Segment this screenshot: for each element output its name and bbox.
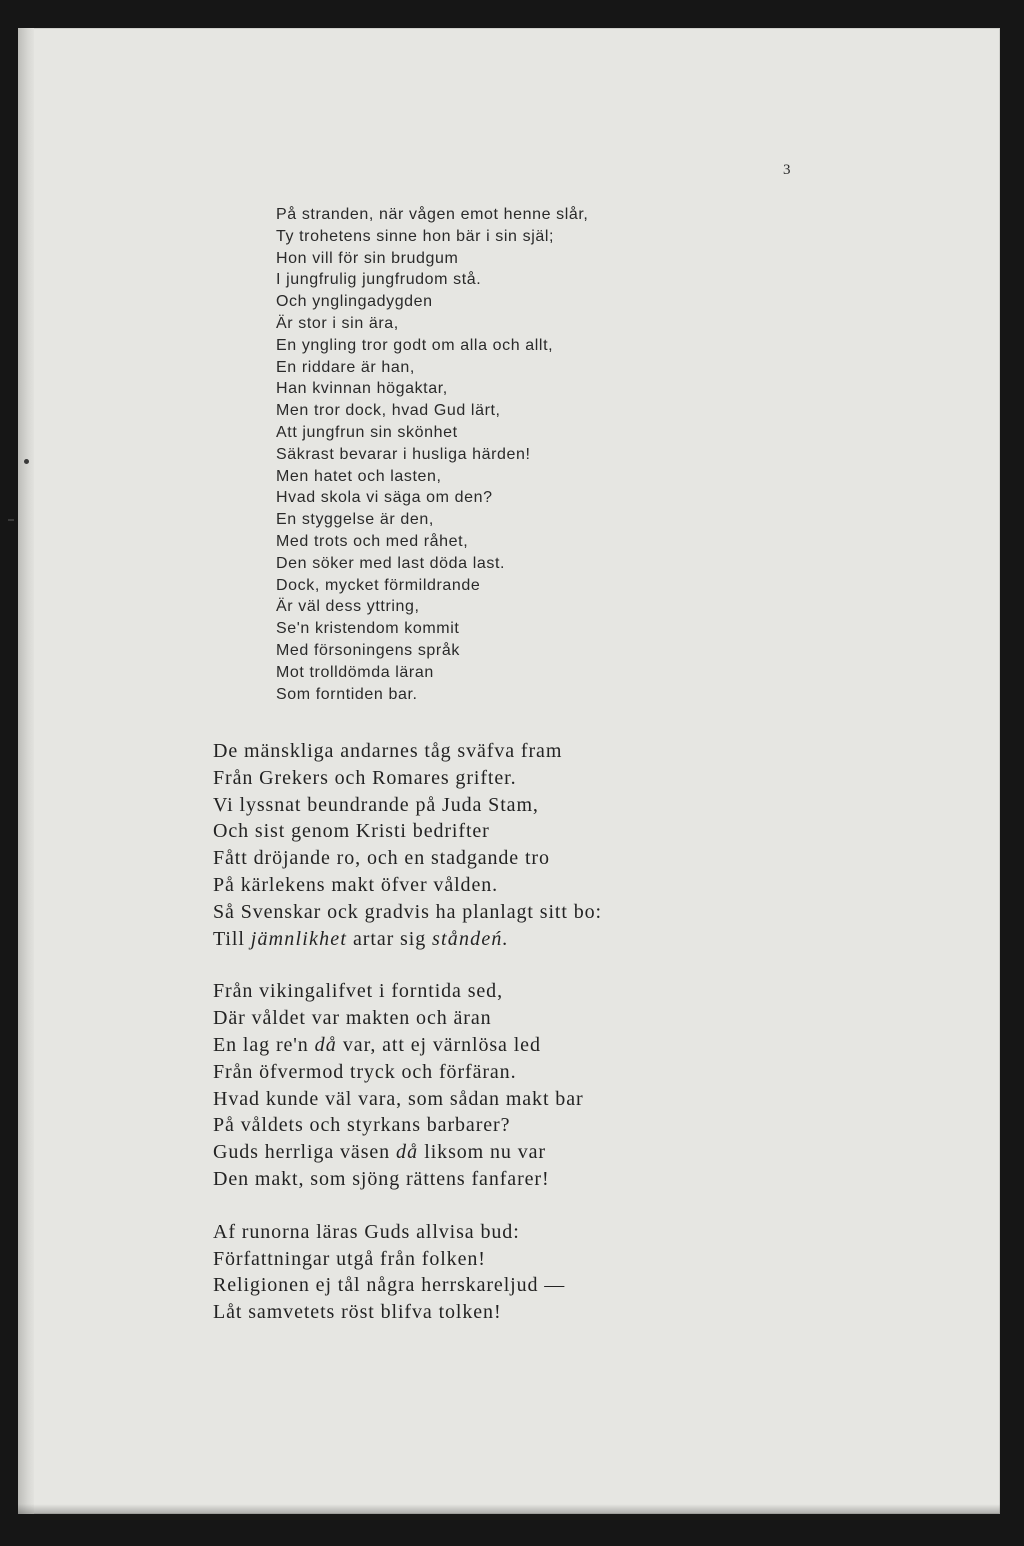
poem-line: Religionen ej tål några herrskareljud —: [213, 1274, 566, 1297]
emphasized-word: jämnlikhet: [250, 927, 348, 950]
page-bottom-shadow: [18, 1504, 1000, 1514]
stanza-3: [213, 1219, 602, 1326]
poem-line: Den söker med last döda last.: [276, 554, 506, 572]
line-text: En lag re'n: [213, 1033, 315, 1056]
poem-line: Mot trolldömda läran: [276, 663, 434, 681]
poem-line: På våldets och styrkans barbarer?: [213, 1114, 511, 1137]
poem-line: Att jungfrun sin skönhet: [276, 423, 458, 441]
poem-line: Låt samvetets röst blifva tolken!: [213, 1301, 502, 1324]
poem-line: Från öfvermod tryck och förfäran.: [213, 1060, 517, 1083]
poem-line: En yngling tror godt om alla och allt,: [276, 336, 554, 354]
poem-line: Hvad kunde väl vara, som sådan makt bar: [213, 1087, 584, 1110]
margin-dot-mark: [24, 459, 29, 464]
poem-line: Af runorna läras Guds allvisa bud:: [213, 1220, 520, 1243]
poem-line: Är väl dess yttring,: [276, 598, 420, 616]
poem-line: Är stor i sin ära,: [276, 314, 399, 332]
line-text: var, att ej värnlösa led: [337, 1033, 541, 1056]
line-text: Till: [213, 927, 251, 950]
poem-line: Men tror dock, hvad Gud lärt,: [276, 402, 501, 420]
poem-line: Från Grekers och Romares grifter.: [213, 766, 517, 789]
poem-line: De mänskliga andarnes tåg sväfva fram: [213, 740, 563, 762]
page-number: 3: [783, 162, 791, 178]
poem-large-verse: [213, 738, 602, 1326]
margin-tick-mark: [8, 519, 14, 521]
poem-line: Ty trohetens sinne hon bär i sin själ;: [276, 227, 555, 245]
poem-small-verse: [276, 204, 588, 705]
emphasized-word: då: [395, 1141, 419, 1164]
poem-line: [213, 1139, 602, 1166]
stanza-1: [213, 738, 602, 952]
stanza-gap: [213, 952, 602, 978]
poem-line: [213, 926, 602, 953]
poem-line: Från vikingalifvet i forntida sed,: [213, 980, 503, 1003]
poem-line: I jungfrulig jungfrudom stå.: [276, 271, 482, 289]
stanza-gap: [213, 1193, 602, 1219]
emphasized-word: då: [314, 1033, 337, 1056]
line-text: liksom nu var: [418, 1141, 546, 1164]
poem-line: Så Svenskar ock gradvis ha planlagt sitt bo:: [213, 900, 602, 923]
poem-line: Där våldet var makten och äran: [213, 1007, 492, 1030]
poem-line: Med trots och med råhet,: [276, 532, 469, 550]
poem-line: Som forntiden bar.: [276, 685, 418, 703]
poem-line: Den makt, som sjöng rättens fanfarer!: [213, 1167, 550, 1190]
poem-line: Han kvinnan högaktar,: [276, 380, 448, 398]
emphasized-word: ståndeń.: [432, 927, 509, 950]
page-gutter: [18, 28, 34, 1514]
poem-line: En styggelse är den,: [276, 511, 434, 529]
poem-line: [213, 1032, 602, 1059]
stanza-2: [213, 978, 602, 1192]
poem-line: Säkrast bevarar i husliga härden!: [276, 445, 531, 463]
poem-line: På kärlekens makt öfver vålden.: [213, 873, 499, 896]
poem-line: Fått dröjande ro, och en stadgande tro: [213, 847, 550, 870]
poem-line: Se'n kristendom kommit: [276, 620, 460, 638]
poem-line: Med försoningens språk: [276, 641, 460, 659]
line-text: artar sig: [347, 927, 432, 950]
book-page: [18, 28, 1000, 1514]
poem-line: Och ynglingadygden: [276, 293, 433, 311]
poem-line: Hon vill för sin brudgum: [276, 249, 459, 267]
poem-line: En riddare är han,: [276, 358, 415, 376]
poem-line: Dock, mycket förmildrande: [276, 576, 481, 594]
poem-line: Och sist genom Kristi bedrifter: [213, 820, 490, 843]
poem-line: Författningar utgå från folken!: [213, 1247, 486, 1270]
poem-line: Men hatet och lasten,: [276, 467, 442, 485]
line-text: Guds herrliga väsen: [213, 1141, 396, 1164]
poem-line: Hvad skola vi säga om den?: [276, 489, 493, 507]
poem-line: På stranden, när vågen emot henne slår,: [276, 206, 589, 223]
poem-line: Vi lyssnat beundrande på Juda Stam,: [213, 793, 539, 816]
